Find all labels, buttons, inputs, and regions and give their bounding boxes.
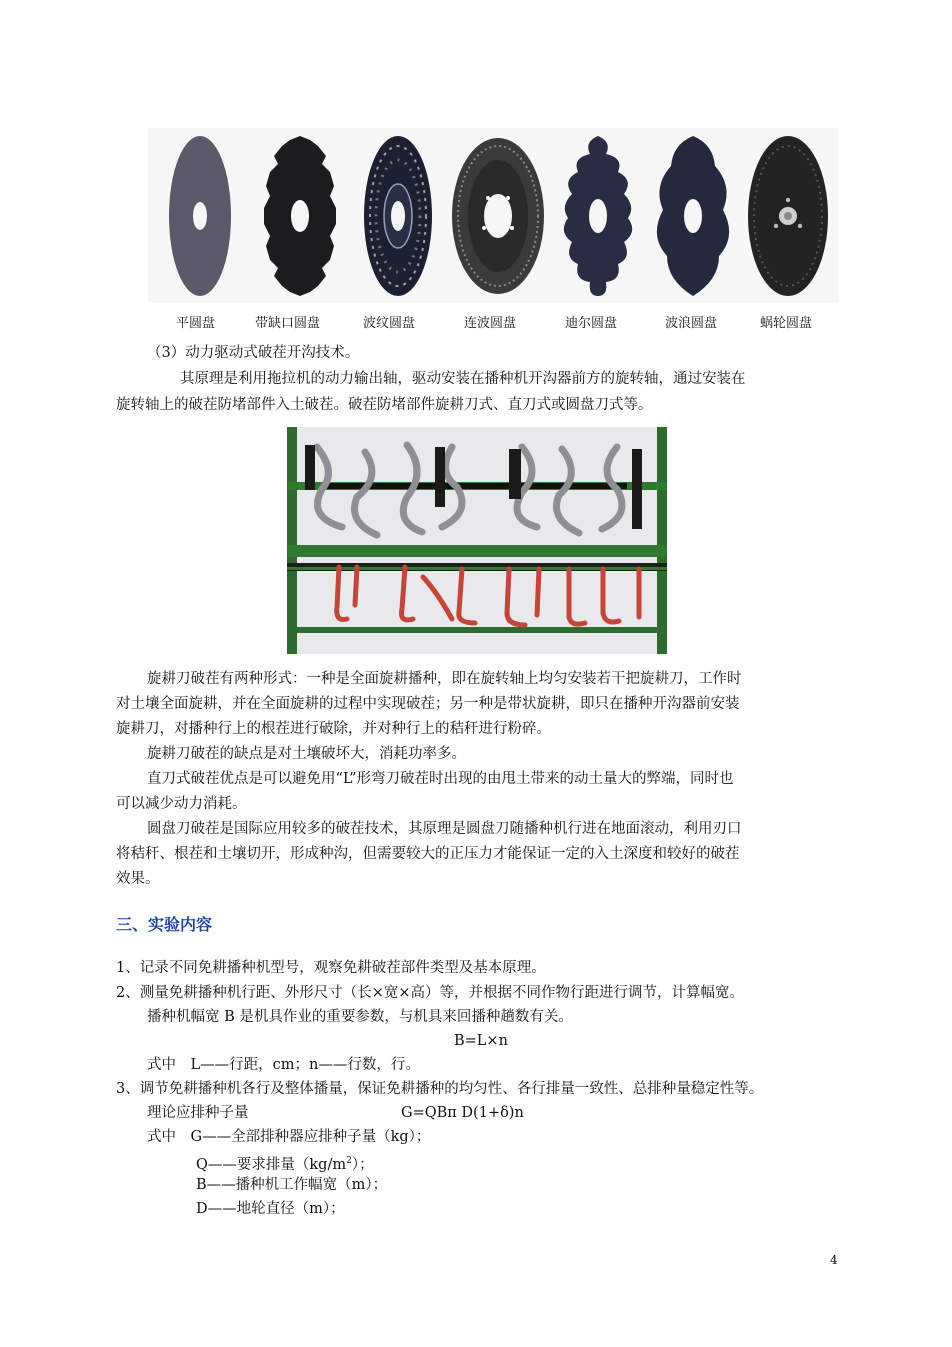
caption-continuous-wave-disc: 连波圆盘 xyxy=(464,316,517,331)
deere-disc xyxy=(564,136,632,296)
caption-turbo-disc: 蜗轮圆盘 xyxy=(760,316,813,331)
caption-flat-disc: 平圆盘 xyxy=(176,316,216,331)
formula-seed-amount: G=QBπ D(1+δ)n xyxy=(401,1105,524,1121)
caption-notched-disc: 带缺口圆盘 xyxy=(255,316,321,331)
paragraph-disc-blade-line1: 圆盘刀破茬是国际应用较多的破茬技术，其原理是圆盘刀随播种机行进在地面滚动，利用刃口 xyxy=(147,821,742,837)
legend-q-close: ）； xyxy=(351,1156,374,1173)
paragraph-rotary-line2: 对土壤全面旋耕，并在全面旋耕的过程中实现破茬；另一种是带状旋耕，即只在播种开沟器前安装 xyxy=(116,696,740,712)
wavy-disc xyxy=(657,136,729,296)
legend-g: 式中 G——全部排种器应排种子量（kg）； xyxy=(147,1129,431,1145)
theory-seed-label: 理论应排种子量 xyxy=(147,1105,249,1121)
fluted-disc xyxy=(364,136,432,296)
paragraph-straight-blade-line2: 可以减少动力消耗。 xyxy=(116,796,247,812)
caption-fluted-disc: 波纹圆盘 xyxy=(363,316,416,331)
experiment-item-1: 1、记录不同免耕播种机型号，观察免耕破茬部件类型及基本原理。 xyxy=(116,960,546,976)
legend-q-superscript: 2 xyxy=(346,1156,352,1166)
section-title: 三、实验内容 xyxy=(116,915,213,934)
experiment-item-2-detail: 播种机幅宽 B 是机具作业的重要参数，与机具来回播种趟数有关。 xyxy=(147,1009,573,1025)
rotary-blades-illustration xyxy=(287,427,667,654)
turbo-disc xyxy=(748,136,828,296)
legend-b: B——播种机工作幅宽（m）； xyxy=(196,1177,388,1193)
page-number: 4 xyxy=(830,1253,838,1267)
formula-width-legend: 式中 L——行距，cm；n——行数，行。 xyxy=(147,1057,420,1073)
caption-wavy-disc: 波浪圆盘 xyxy=(665,316,718,331)
subheading-powered: （3）动力驱动式破茬开沟技术。 xyxy=(147,345,360,361)
disc-types-figure xyxy=(148,128,838,303)
paragraph-disc-blade-line2: 将秸秆、根茬和土壤切开，形成种沟，但需要较大的正压力才能保证一定的入土深度和较好的破茬 xyxy=(116,846,740,862)
notched-disc xyxy=(264,136,336,296)
paragraph-disc-blade-line3: 效果。 xyxy=(116,871,160,887)
paragraph-straight-blade-line1: 直刀式破茬优点是可以避免用“L”形弯刀破茬时出现的由甩土带来的动土量大的弊端，同时也 xyxy=(147,771,734,787)
paragraph-rotary-drawback: 旋耕刀破茬的缺点是对土壤破坏大，消耗功率多。 xyxy=(147,746,466,762)
paragraph-rotary-line3: 旋耕刀，对播种行上的根茬进行破除，并对种行上的秸秆进行粉碎。 xyxy=(116,721,551,737)
experiment-item-2: 2、测量免耕播种机行距、外形尺寸（长×宽×高）等，并根据不同作物行距进行调节，计算幅宽。 xyxy=(116,985,745,1001)
disc-types-illustration xyxy=(148,128,838,303)
experiment-item-3: 3、调节免耕播种机各行及整体播量，保证免耕播种的均匀性、各行排量一致性、总排种量稳定性等。 xyxy=(116,1081,764,1097)
flat-disc xyxy=(169,136,231,296)
legend-d: D——地轮直径（m）； xyxy=(196,1201,345,1217)
rotary-blades-photo xyxy=(287,427,667,654)
legend-q-text: Q——要求排量（kg/m xyxy=(196,1156,347,1173)
paragraph-rotary-line1: 旋耕刀破茬有两种形式：一种是全面旋耕播种，即在旋转轴上均匀安装若干把旋耕刀，工作时 xyxy=(147,671,742,687)
legend-q xyxy=(196,1151,374,1175)
formula-width: B=L×n xyxy=(454,1033,508,1049)
caption-deere-disc: 迪尔圆盘 xyxy=(565,316,618,331)
paragraph-principle-line1: 其原理是利用拖拉机的动力输出轴，驱动安装在播种机开沟器前方的旋转轴，通过安装在 xyxy=(180,371,746,387)
continuous-wave-disc xyxy=(452,138,544,294)
paragraph-principle-line2: 旋转轴上的破茬防堵部件入土破茬。破茬防堵部件旋耕刀式、直刀式或圆盘刀式等。 xyxy=(116,397,653,413)
